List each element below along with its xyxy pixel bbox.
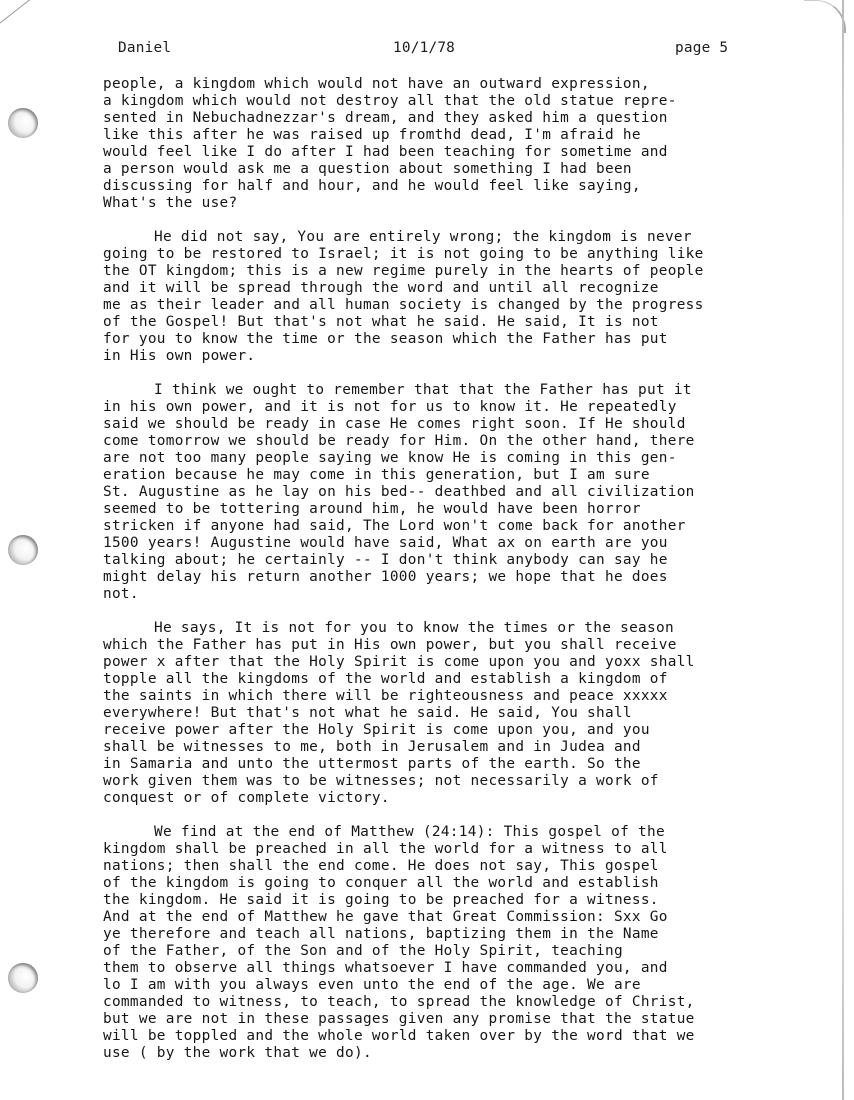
text-line: not. (103, 586, 139, 602)
paragraph (103, 620, 803, 807)
text-line: topple all the kingdoms of the world and establish a kingdom of (103, 671, 668, 687)
text-line: in His own power. (103, 348, 256, 364)
text-line: He says, It is not for you to know the times or the season (154, 620, 674, 636)
header-date: 10/1/78 (393, 40, 456, 56)
page-edge-corner (804, 0, 846, 33)
text-line: of the Gospel! But that's not what he said. He said, It is not (103, 314, 659, 330)
text-line: receive power after the Holy Spirit is come upon you, and you (103, 722, 650, 738)
paragraph (103, 824, 803, 1062)
text-line: work given them was to be witnesses; not necessarily a work of (103, 773, 659, 789)
text-line: What's the use? (103, 195, 238, 211)
text-line: said we should be ready in case He comes right soon. If He should (103, 416, 686, 432)
paragraph (103, 229, 803, 365)
page-edge (842, 0, 844, 1100)
text-line: And at the end of Matthew he gave that Great Commission: Sxx Go (103, 909, 668, 925)
text-line: the saints in which there will be righteousness and peace xxxxx (103, 688, 668, 704)
text-line: everywhere! But that's not what he said. He said, You shall (103, 705, 632, 721)
text-line: St. Augustine as he lay on his bed-- deathbed and all civilization (103, 484, 695, 500)
text-line: a kingdom which would not destroy all that the old statue repre- (103, 93, 677, 109)
page-header (0, 40, 854, 62)
text-line: me as their leader and all human society is changed by the progress (103, 297, 704, 313)
text-line: like this after he was raised up fromthd dead, I'm afraid he (103, 127, 641, 143)
text-line: would feel like I do after I had been teaching for sometime and (103, 144, 668, 160)
text-line: of the Father, of the Son and of the Holy Spirit, teaching (103, 943, 623, 959)
text-line: eration because he may come in this generation, but I am sure (103, 467, 650, 483)
text-line: the OT kingdom; this is a new regime purely in the hearts of people (103, 263, 704, 279)
text-line: come tomorrow we should be ready for Him. On the other hand, there (103, 433, 695, 449)
text-line: talking about; he certainly -- I don't think anybody can say he (103, 552, 668, 568)
text-line: I think we ought to remember that that the Father has put it (154, 382, 692, 398)
text-line: in his own power, and it is not for us to know it. He repeatedly (103, 399, 677, 415)
text-line: them to observe all things whatsoever I have commanded you, and (103, 960, 668, 976)
text-line: which the Father has put in His own power, but you shall receive (103, 637, 677, 653)
text-line: a person would ask me a question about something I had been (103, 161, 632, 177)
text-line: We find at the end of Matthew (24:14): This gospel of the (154, 824, 665, 840)
text-line: of the kingdom is going to conquer all the world and establish (103, 875, 659, 891)
document-body (103, 76, 803, 1079)
text-line: seemed to be tottering around him, he would have been horror (103, 501, 641, 517)
text-line: commanded to witness, to teach, to spread the knowledge of Christ, (103, 994, 695, 1010)
punch-hole-middle (8, 535, 38, 565)
punch-hole-top (8, 108, 38, 138)
text-line: the kingdom. He said it is going to be preached for a witness. (103, 892, 659, 908)
text-line: but we are not in these passages given any promise that the statue (103, 1011, 695, 1027)
text-line: nations; then shall the end come. He does not say, This gospel (103, 858, 659, 874)
text-line: sented in Nebuchadnezzar's dream, and they asked him a question (103, 110, 668, 126)
text-line: lo I am with you always even unto the end of the age. We are (103, 977, 641, 993)
text-line: for you to know the time or the season which the Father has put (103, 331, 668, 347)
text-line: discussing for half and hour, and he would feel like saying, (103, 178, 641, 194)
text-line: will be toppled and the whole world taken over by the word that we (103, 1028, 695, 1044)
punch-hole-bottom (8, 963, 38, 993)
text-line: kingdom shall be preached in all the world for a witness to all (103, 841, 668, 857)
header-title: Daniel (118, 40, 172, 56)
text-line: power x after that the Holy Spirit is come upon you and yoxx shall (103, 654, 695, 670)
paragraph (103, 76, 803, 212)
text-line: going to be restored to Israel; it is not going to be anything like (103, 246, 704, 262)
text-line: use ( by the work that we do). (103, 1045, 372, 1061)
header-page-number: page 5 (675, 40, 729, 56)
text-line: ye therefore and teach all nations, baptizing them in the Name (103, 926, 659, 942)
text-line: in Samaria and unto the uttermost parts of the earth. So the (103, 756, 641, 772)
text-line: 1500 years! Augustine would have said, What ax on earth are you (103, 535, 668, 551)
text-line: are not too many people saying we know He is coming in this gen- (103, 450, 677, 466)
text-line: stricken if anyone had said, The Lord won't come back for another (103, 518, 686, 534)
text-line: He did not say, You are entirely wrong; the kingdom is never (154, 229, 692, 245)
text-line: might delay his return another 1000 years; we hope that he does (103, 569, 668, 585)
text-line: conquest or of complete victory. (103, 790, 390, 806)
text-line: shall be witnesses to me, both in Jerusalem and in Judea and (103, 739, 641, 755)
text-line: people, a kingdom which would not have an outward expression, (103, 76, 650, 92)
text-line: and it will be spread through the word and until all recognize (103, 280, 659, 296)
paragraph (103, 382, 803, 603)
